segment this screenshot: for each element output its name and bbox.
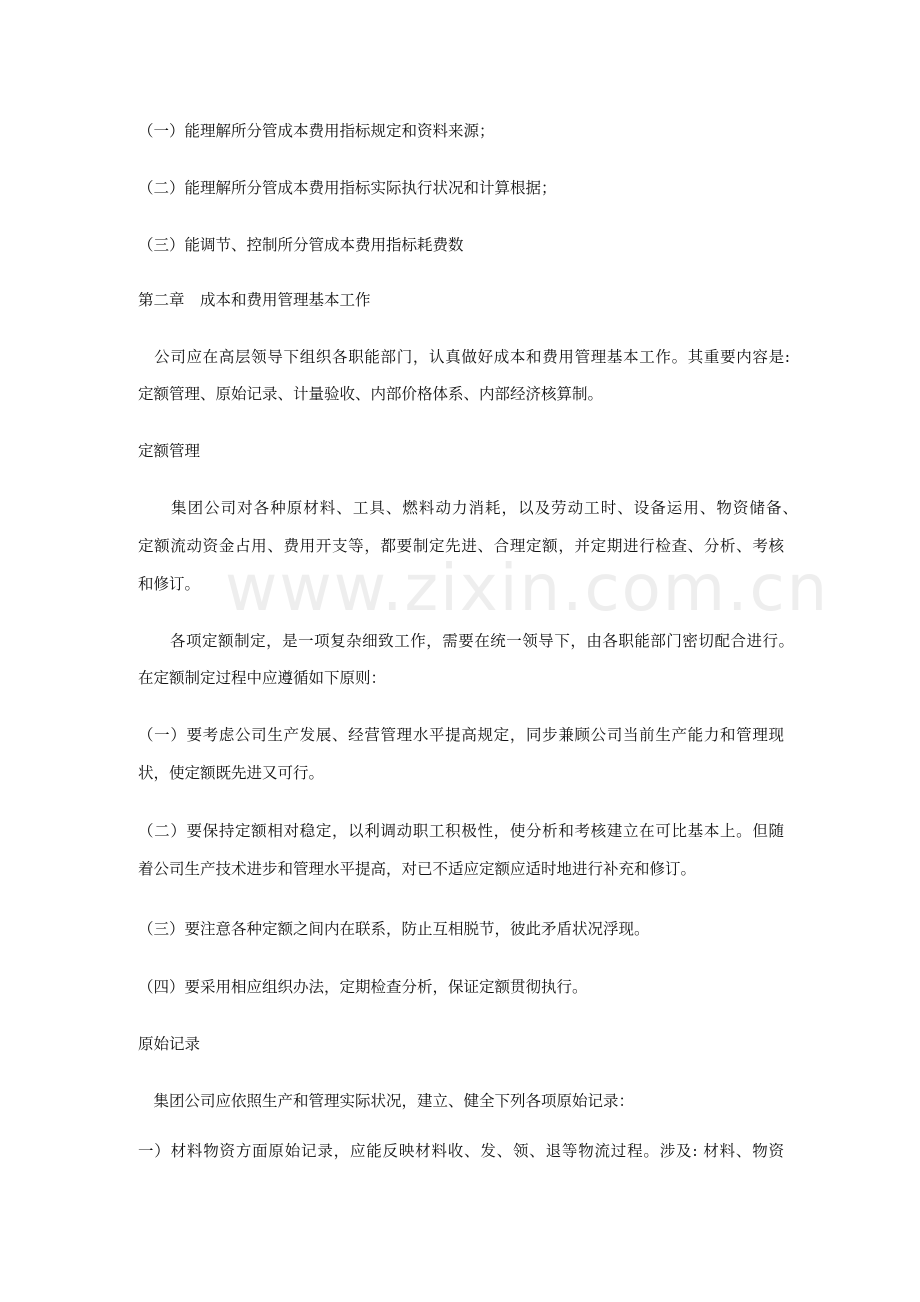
list-item: （三）要注意各种定额之间内在联系，防止互相脱节，彼此矛盾状况浮现。 <box>138 920 650 938</box>
paragraph-line: 集团公司应依照生产和管理实际状况，建立、健全下列各项原始记录： <box>138 1092 635 1110</box>
list-item: （二）能理解所分管成本费用指标实际执行状况和计算根据； <box>138 179 557 197</box>
list-item: 着公司生产技术进步和管理水平提高，对已不适应定额应适时地进行补充和修订。 <box>138 860 697 878</box>
paragraph-line: 各项定额制定，是一项复杂细致工作，需要在统一领导下，由各职能部门密切配合进行。 <box>138 632 794 650</box>
list-item: 一）材料物资方面原始记录，应能反映材料收、发、领、退等物流过程。涉及: 材料、物资 <box>138 1142 784 1160</box>
list-item: （一）要考虑公司生产发展、经营管理水平提高规定，同步兼顾公司当前生产能力和管理现 <box>138 726 784 744</box>
paragraph-line: 定额流动资金占用、费用开支等，都要制定先进、合理定额，并定期进行检查、分析、考核 <box>138 537 784 555</box>
paragraph-line: 在定额制定过程中应遵循如下原则： <box>138 669 387 687</box>
paragraph-line: 公司应在高层领导下组织各职能部门，认真做好成本和费用管理基本工作。其重要内容是: <box>138 348 790 366</box>
list-item: （四）要采用相应组织办法，定期检查分析，保证定额贯彻执行。 <box>138 978 588 996</box>
list-item: 状，使定额既先进又可行。 <box>138 764 325 782</box>
section-heading: 原始记录 <box>138 1035 201 1053</box>
list-item: （一）能理解所分管成本费用指标规定和资料来源； <box>138 122 495 140</box>
watermark: www.zixin.com.cn <box>225 552 830 626</box>
section-heading: 定额管理 <box>138 442 201 460</box>
list-item: （三）能调节、控制所分管成本费用指标耗费数 <box>138 236 464 254</box>
paragraph-line: 集团公司对各种原材料、工具、燃料动力消耗，以及劳动工时、设备运用、物资储备、 <box>138 499 798 517</box>
list-item: （二）要保持定额相对稳定，以利调动职工积极性，使分析和考核建立在可比基本上。但随 <box>138 822 784 840</box>
paragraph-line: 和修订。 <box>138 575 201 593</box>
chapter-heading: 第二章 成本和费用管理基本工作 <box>138 291 371 309</box>
paragraph-line: 定额管理、原始记录、计量验收、内部价格体系、内部经济核算制。 <box>138 385 604 403</box>
